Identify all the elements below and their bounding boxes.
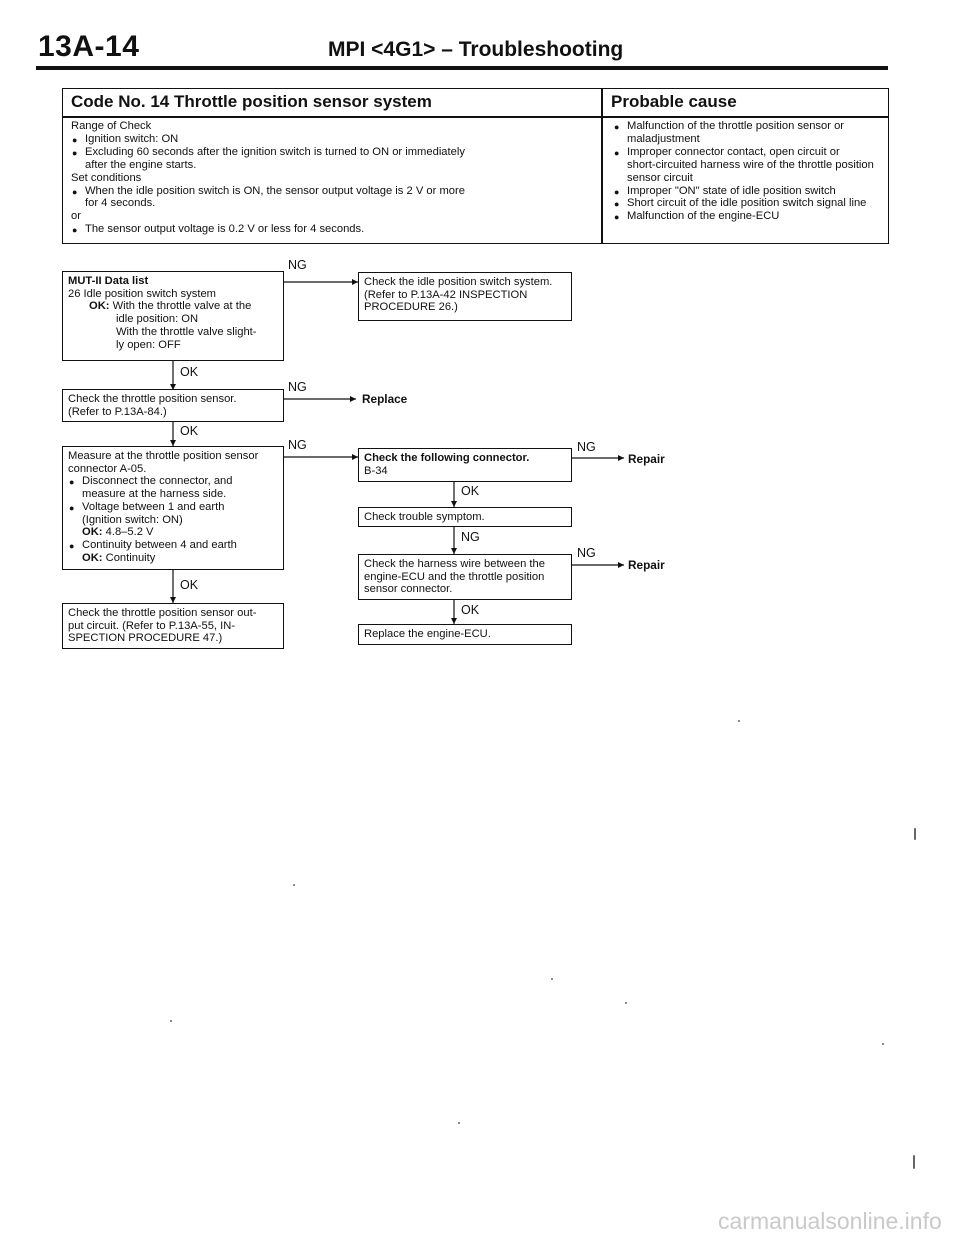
table-title-code: Code No. 14 Throttle position sensor system — [71, 92, 432, 111]
box-line: Replace the engine-ECU. — [364, 628, 491, 640]
box-line: Check the idle position switch system. — [364, 276, 553, 288]
ok-condition-line: idle position: ON — [116, 313, 199, 326]
box-line: put circuit. (Refer to P.13A-55, IN- — [68, 619, 236, 632]
table-line: sensor circuit — [627, 171, 693, 184]
table-line: Set conditions — [71, 171, 142, 184]
box-line: Check the harness wire between the — [364, 558, 545, 570]
table-bullet-line: ● Improper connector contact, open circuit or — [613, 146, 874, 159]
table-bullet-line: ● Excluding 60 seconds after the ignition switch is turned to ON or immediately — [71, 146, 465, 159]
scan-speck — [551, 978, 553, 980]
box-line: Check the throttle position sensor. — [68, 393, 237, 405]
ok-label: OK: — [89, 300, 110, 313]
table-line: or — [71, 210, 81, 223]
box-line: (Refer to P.13A-42 INSPECTION — [364, 288, 528, 301]
table-line: after the engine starts. — [85, 158, 197, 171]
ok-label: OK: — [82, 551, 103, 564]
result-repair: Repair — [628, 452, 665, 466]
ng-label: NG — [461, 530, 480, 544]
ok-label: OK — [180, 424, 199, 438]
ng-label: NG — [577, 546, 596, 560]
ok-label: OK: — [82, 526, 103, 539]
table-bullet-line: ● Malfunction of the engine-ECU — [613, 210, 874, 223]
table-line: Range of Check — [71, 120, 152, 132]
table-line: for 4 seconds. — [85, 197, 156, 210]
ng-label: NG — [577, 440, 596, 454]
box-line: Check the throttle position sensor out- — [68, 607, 257, 619]
data-list-item: 26 Idle position switch system — [68, 287, 216, 300]
scan-speck — [913, 1155, 915, 1169]
table-title-probable-cause: Probable cause — [611, 92, 737, 111]
watermark-text: carmanualsonline.info — [718, 1208, 942, 1234]
ok-condition-line: With the throttle valve slight- — [116, 325, 257, 338]
flow-box-replace-ecu — [358, 624, 572, 645]
ng-label: NG — [288, 258, 307, 272]
table-bullet-line: ● Malfunction of the throttle position sensor or — [613, 120, 874, 133]
box-line: Check trouble symptom. — [364, 511, 485, 523]
table-line: maladjustment — [627, 132, 700, 145]
ng-label: NG — [288, 438, 307, 452]
box-bullet-line: ● Continuity between 4 and earth — [68, 539, 279, 552]
box-line: Check the following connector. — [364, 452, 530, 464]
flow-box-idle-switch-check — [358, 272, 572, 321]
ok-label: OK — [461, 603, 480, 617]
box-line: Measure at the throttle position sensor — [68, 450, 259, 462]
flow-box-harness-check — [358, 554, 572, 600]
ok-label: OK — [180, 365, 199, 379]
scan-speck — [293, 884, 295, 886]
box-line: (Refer to P.13A-84.) — [68, 405, 167, 418]
box-line: B-34 — [364, 464, 388, 477]
ok-label: OK — [180, 578, 199, 592]
box-line: SPECTION PROCEDURE 47.) — [68, 632, 223, 645]
box-line: PROCEDURE 26.) — [364, 301, 458, 314]
flow-box-trouble-symptom — [358, 507, 572, 527]
scan-speck — [458, 1122, 460, 1124]
box-line: connector A-05. — [68, 462, 147, 475]
result-repair: Repair — [628, 558, 665, 572]
ok-value: 4.8–5.2 V — [105, 526, 154, 539]
table-bullet-line: ● Ignition switch: ON — [71, 133, 465, 146]
scan-speck — [914, 828, 916, 840]
flow-box-check-connector — [358, 448, 572, 482]
flow-box-measure-connector — [62, 446, 284, 570]
scan-speck — [738, 720, 740, 722]
scan-speck — [625, 1002, 627, 1004]
table-bullet-line: ● The sensor output voltage is 0.2 V or less for 4 seconds. — [71, 223, 465, 236]
ok-label: OK — [461, 484, 480, 498]
box-line: sensor connector. — [364, 583, 453, 596]
box-line: engine-ECU and the throttle position — [364, 570, 545, 583]
box-bullet-line: ● Voltage between 1 and earth — [68, 501, 279, 514]
result-replace: Replace — [362, 392, 408, 406]
ok-value: Continuity — [105, 551, 156, 564]
ng-label: NG — [288, 380, 307, 394]
table-bullet-line: ● When the idle position switch is ON, the sensor output voltage is 2 V or more — [71, 185, 465, 198]
scan-speck — [882, 1043, 884, 1045]
table-bullet-line: ● Short circuit of the idle position switch signal line — [613, 197, 874, 210]
flow-box-check-tps — [62, 389, 284, 422]
data-list-title: MUT-II Data list — [68, 275, 149, 287]
box-bullet-line: ● Disconnect the connector, and — [68, 475, 279, 488]
flow-box-data-list — [62, 271, 284, 361]
table-bullet-line: ● Improper "ON" state of idle position switch — [613, 185, 874, 198]
ok-condition-line: With the throttle valve at the — [112, 300, 252, 313]
ok-condition-line: ly open: OFF — [116, 338, 181, 351]
flow-box-output-circuit — [62, 603, 284, 649]
box-line: measure at the harness side. — [82, 488, 227, 501]
table-line: short-circuited harness wire of the throttle position — [627, 158, 874, 171]
page-number: 13A-14 — [38, 30, 140, 63]
section-title: MPI <4G1> – Troubleshooting — [328, 38, 624, 61]
scan-speck — [170, 1020, 172, 1022]
box-line: (Ignition switch: ON) — [82, 513, 183, 526]
